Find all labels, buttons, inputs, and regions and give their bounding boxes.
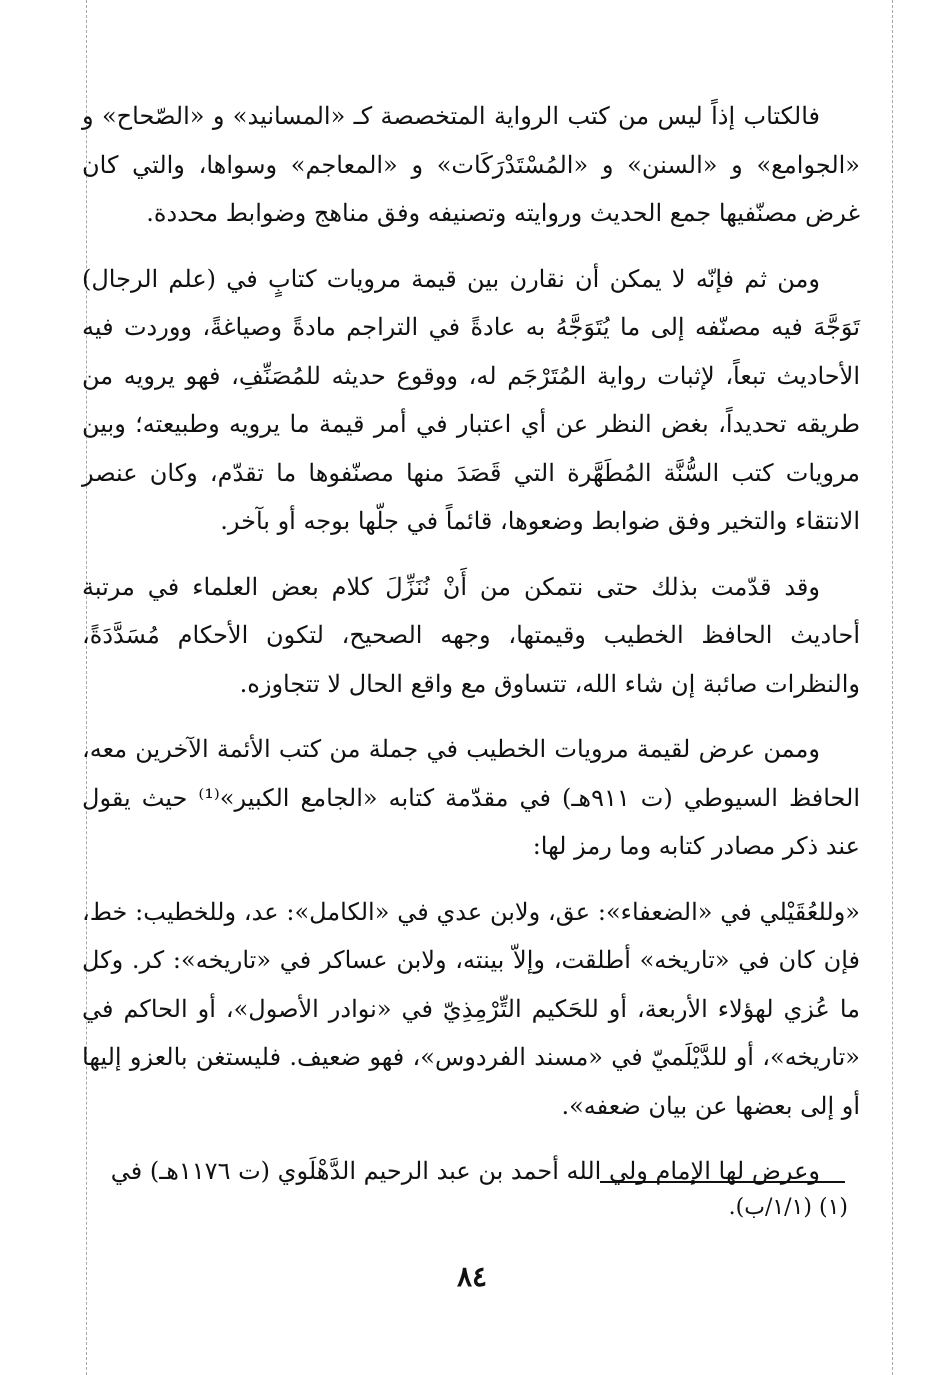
page-body	[82, 92, 860, 1196]
paragraph-comparison: ومن ثم فإنّه لا يمكن أن نقارن بين قيمة مرويات كتابٍ في (علم الرجال) تَوَجَّهَ فيه مصنّفه إلى ما يُتَوَجَّهُ به عادةً في التراجم مادةً وصياغةً، ووردت فيه الأحاديث تبعاً، لإثبات رواية المُتَرْجَم له، ووقوع حديثه للمُصَنِّفِ، فهو يرويه من طريقه تحديداً، بغض النظر عن أي اعتبار في أمر قيمة ما يرويه وطبيعته؛ وبين مرويات كتب السُّنَّة المُطَهَّرة التي قَصَدَ منها مصنّفوها ما تقدّم، وكان عنصر الانتقاء والتخير وفق ضوابط وضعوها، قائماً في جلّها بوجه أو بآخر.	[82, 264, 861, 535]
paragraph-intro: فالكتاب إذاً ليس من كتب الرواية المتخصصة كـ «المسانيد» و «الصّحاح» و «الجوامع» و «السنن» و «المُسْتَدْرَكَات» و «المعاجم» وسواها، والتي كان غرض مصنّفيها جمع الحديث وروايته وتصنيفه وفق مناهج وضوابط محددة.	[82, 102, 860, 227]
footnote: (١) (١/١/ب).	[728, 1195, 848, 1220]
paragraph-quotation: «وللعُقَيْلي في «الضعفاء»: عق، ولابن عدي في «الكامل»: عد، وللخطيب: خط، فإن كان في «تاريخه» أطلقت، وإلاّ بينته، ولابن عساكر في «تاريخه»: كر. وكل ما عُزي لهؤلاء الأربعة، أو للحَكيم التِّرْمِذِيّ في «نوادر الأصول»، أو الحاكم في «تاريخه»، أو للدَّيْلَميّ في «مسند الفردوس»، فهو ضعيف. فليستغن بالعزو إليها أو إلى بعضها عن بيان ضعفه».	[82, 897, 860, 1120]
page-number: ٨٤	[456, 1260, 488, 1293]
footnote-separator	[600, 1181, 845, 1183]
right-dashed-guide	[892, 0, 893, 1375]
paragraph-dehlawi: وعرض لها الإمام ولي الله أحمد بن عبد الرحيم الدَّهْلَوي (ت ١١٧٦هـ) في	[110, 1157, 820, 1185]
paragraph-preface: وقد قدّمت بذلك حتى نتمكن من أَنْ نُنَزِّلَ كلام بعض العلماء في مرتبة أحاديث الحافظ الخطيب وقيمتها، وجهه الصحيح، لتكون الأحكام مُسَدَّدَةً، والنظرات صائبة إن شاء الله، تتساوق مع واقع الحال لا تتجاوزه.	[82, 572, 860, 698]
paragraph-suyuti: وممن عرض لقيمة مرويات الخطيب في جملة من كتب الأئمة الآخرين معه، الحافظ السيوطي (ت ٩١١هـ) في مقدّمة كتابه «الجامع الكبير»⁽¹⁾ حيث يقول عند ذكر مصادر كتابه وما رمز لها:	[82, 735, 860, 860]
